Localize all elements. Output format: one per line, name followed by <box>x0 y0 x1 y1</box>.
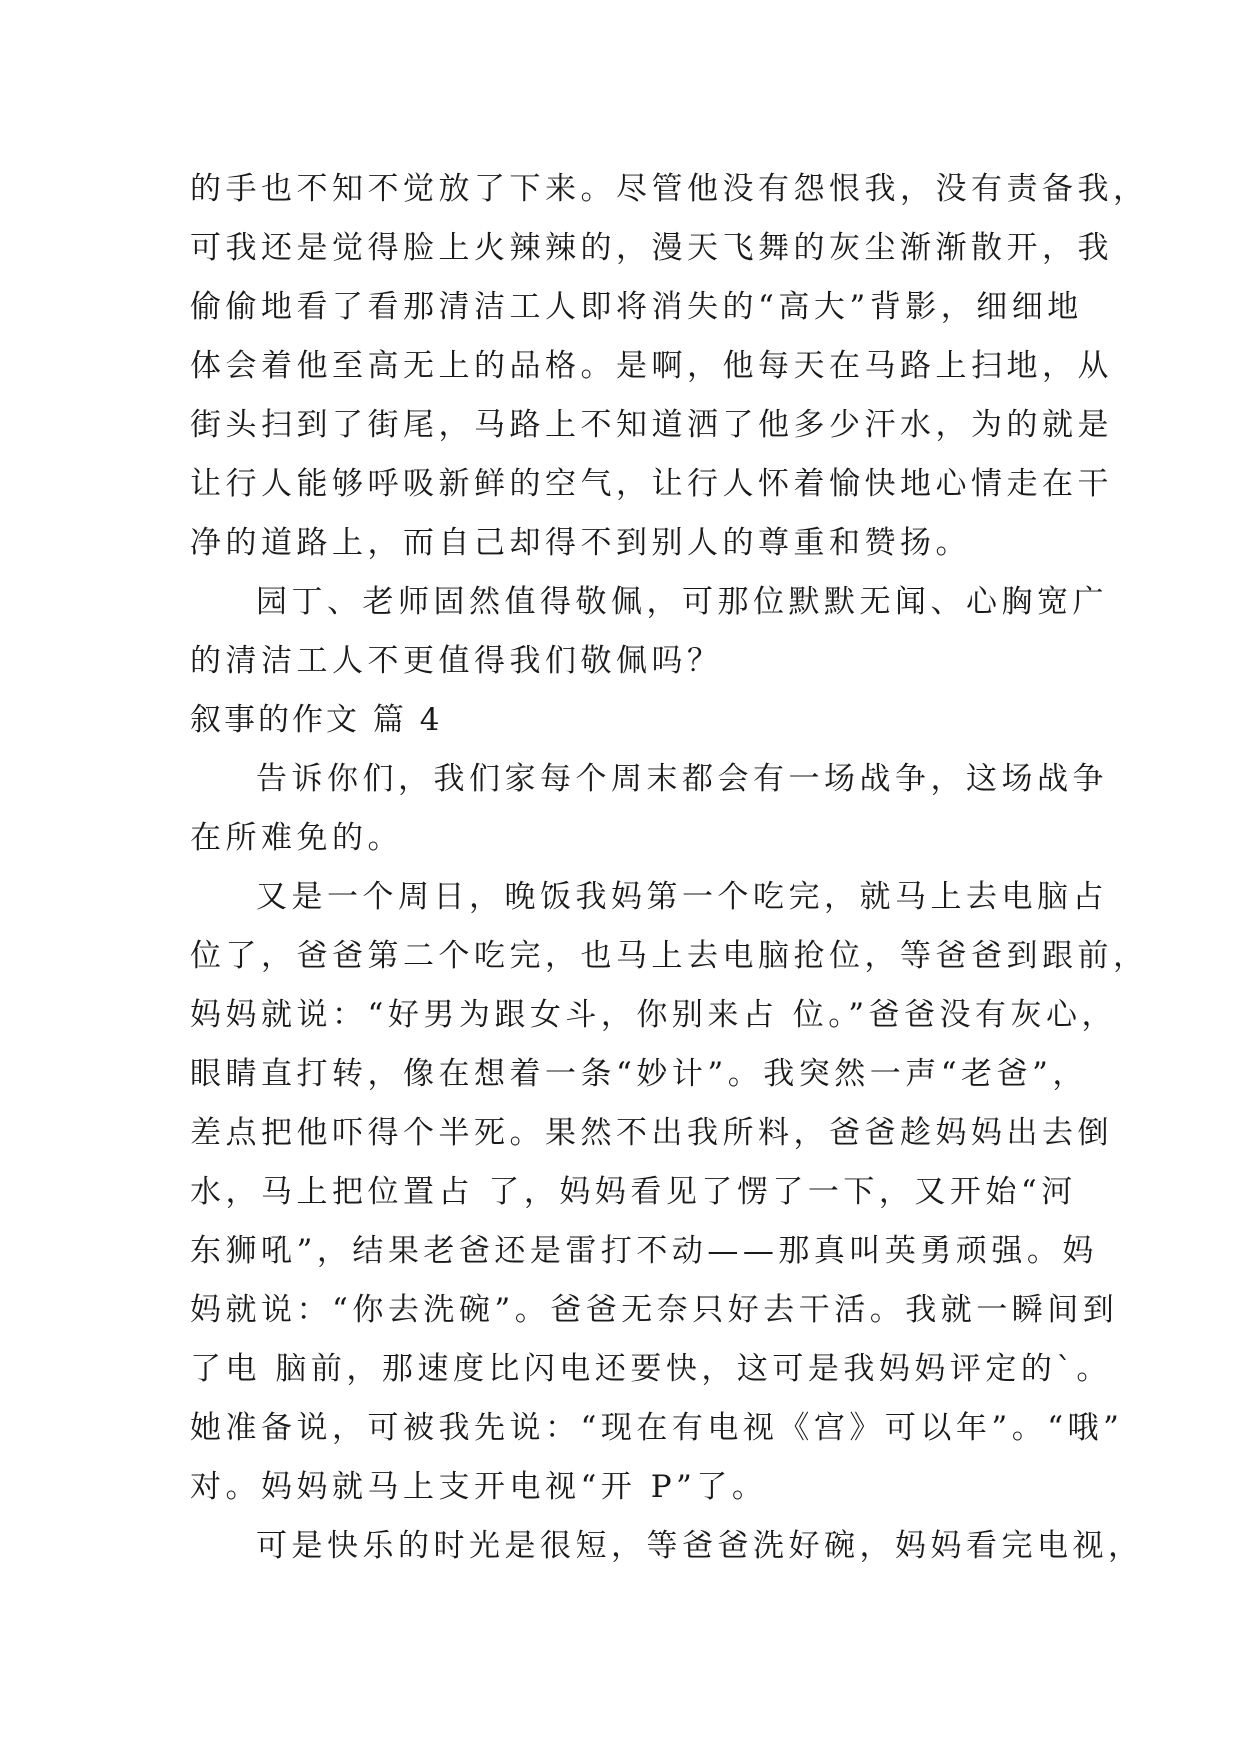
paragraph-line: 东狮吼”，结果老爸还是雷打不动——那真叫英勇顽强。妈 <box>190 1233 1098 1269</box>
paragraph-line: 对。妈妈就马上支开电视“开 P”了。 <box>190 1469 768 1505</box>
paragraph-line: 园丁、老师固然值得敬佩，可那位默默无闻、心胸宽广 <box>256 584 1108 620</box>
paragraph-line: 她准备说，可被我先说：“现在有电视《宫》可以年”。“哦” <box>190 1410 1124 1446</box>
paragraph-line: 又是一个周日，晚饭我妈第一个吃完，就马上去电脑占 <box>256 879 1108 915</box>
paragraph-line: 可我还是觉得脸上火辣辣的，漫天飞舞的灰尘渐渐散开，我 <box>190 230 1113 266</box>
paragraph-line: 位了，爸爸第二个吃完，也马上去电脑抢位，等爸爸到跟前， <box>190 938 1149 974</box>
section-heading: 叙事的作文 篇 4 <box>190 702 443 738</box>
paragraph-line: 差点把他吓得个半死。果然不出我所料，爸爸趁妈妈出去倒 <box>190 1115 1113 1151</box>
paragraph-line: 体会着他至高无上的品格。是啊，他每天在马路上扫地，从 <box>190 348 1113 384</box>
paragraph-line: 了电 脑前，那速度比闪电还要快，这可是我妈妈评定的`。 <box>190 1351 1112 1387</box>
paragraph-line: 让行人能够呼吸新鲜的空气，让行人怀着愉快地心情走在干 <box>190 466 1113 502</box>
paragraph-line: 街头扫到了街尾，马路上不知道洒了他多少汗水，为的就是 <box>190 407 1113 443</box>
paragraph-line: 偷偷地看了看那清洁工人即将消失的“高大”背影，细细地 <box>190 289 1083 325</box>
paragraph-line: 妈妈就说：“好男为跟女斗，你别来占 位。”爸爸没有灰心， <box>190 997 1118 1033</box>
paragraph-line: 在所难免的。 <box>190 820 403 856</box>
paragraph-line: 水，马上把位置占 了，妈妈看见了愣了一下，又开始“河 <box>190 1174 1077 1210</box>
paragraph-line: 净的道路上，而自己却得不到别人的尊重和赞扬。 <box>190 525 971 561</box>
paragraph-line: 的清洁工人不更值得我们敬佩吗？ <box>190 643 723 679</box>
paragraph-line: 可是快乐的时光是很短，等爸爸洗好碗，妈妈看完电视， <box>256 1528 1144 1564</box>
paragraph-line: 眼睛直打转，像在想着一条“妙计”。我突然一声“老爸”， <box>190 1056 1088 1092</box>
paragraph-line: 告诉你们，我们家每个周末都会有一场战争，这场战争 <box>256 761 1108 797</box>
paragraph-line: 的手也不知不觉放了下来。尽管他没有怨恨我，没有责备我， <box>190 171 1149 207</box>
paragraph-line: 妈就说：“你去洗碗”。爸爸无奈只好去干活。我就一瞬间到 <box>190 1292 1119 1328</box>
